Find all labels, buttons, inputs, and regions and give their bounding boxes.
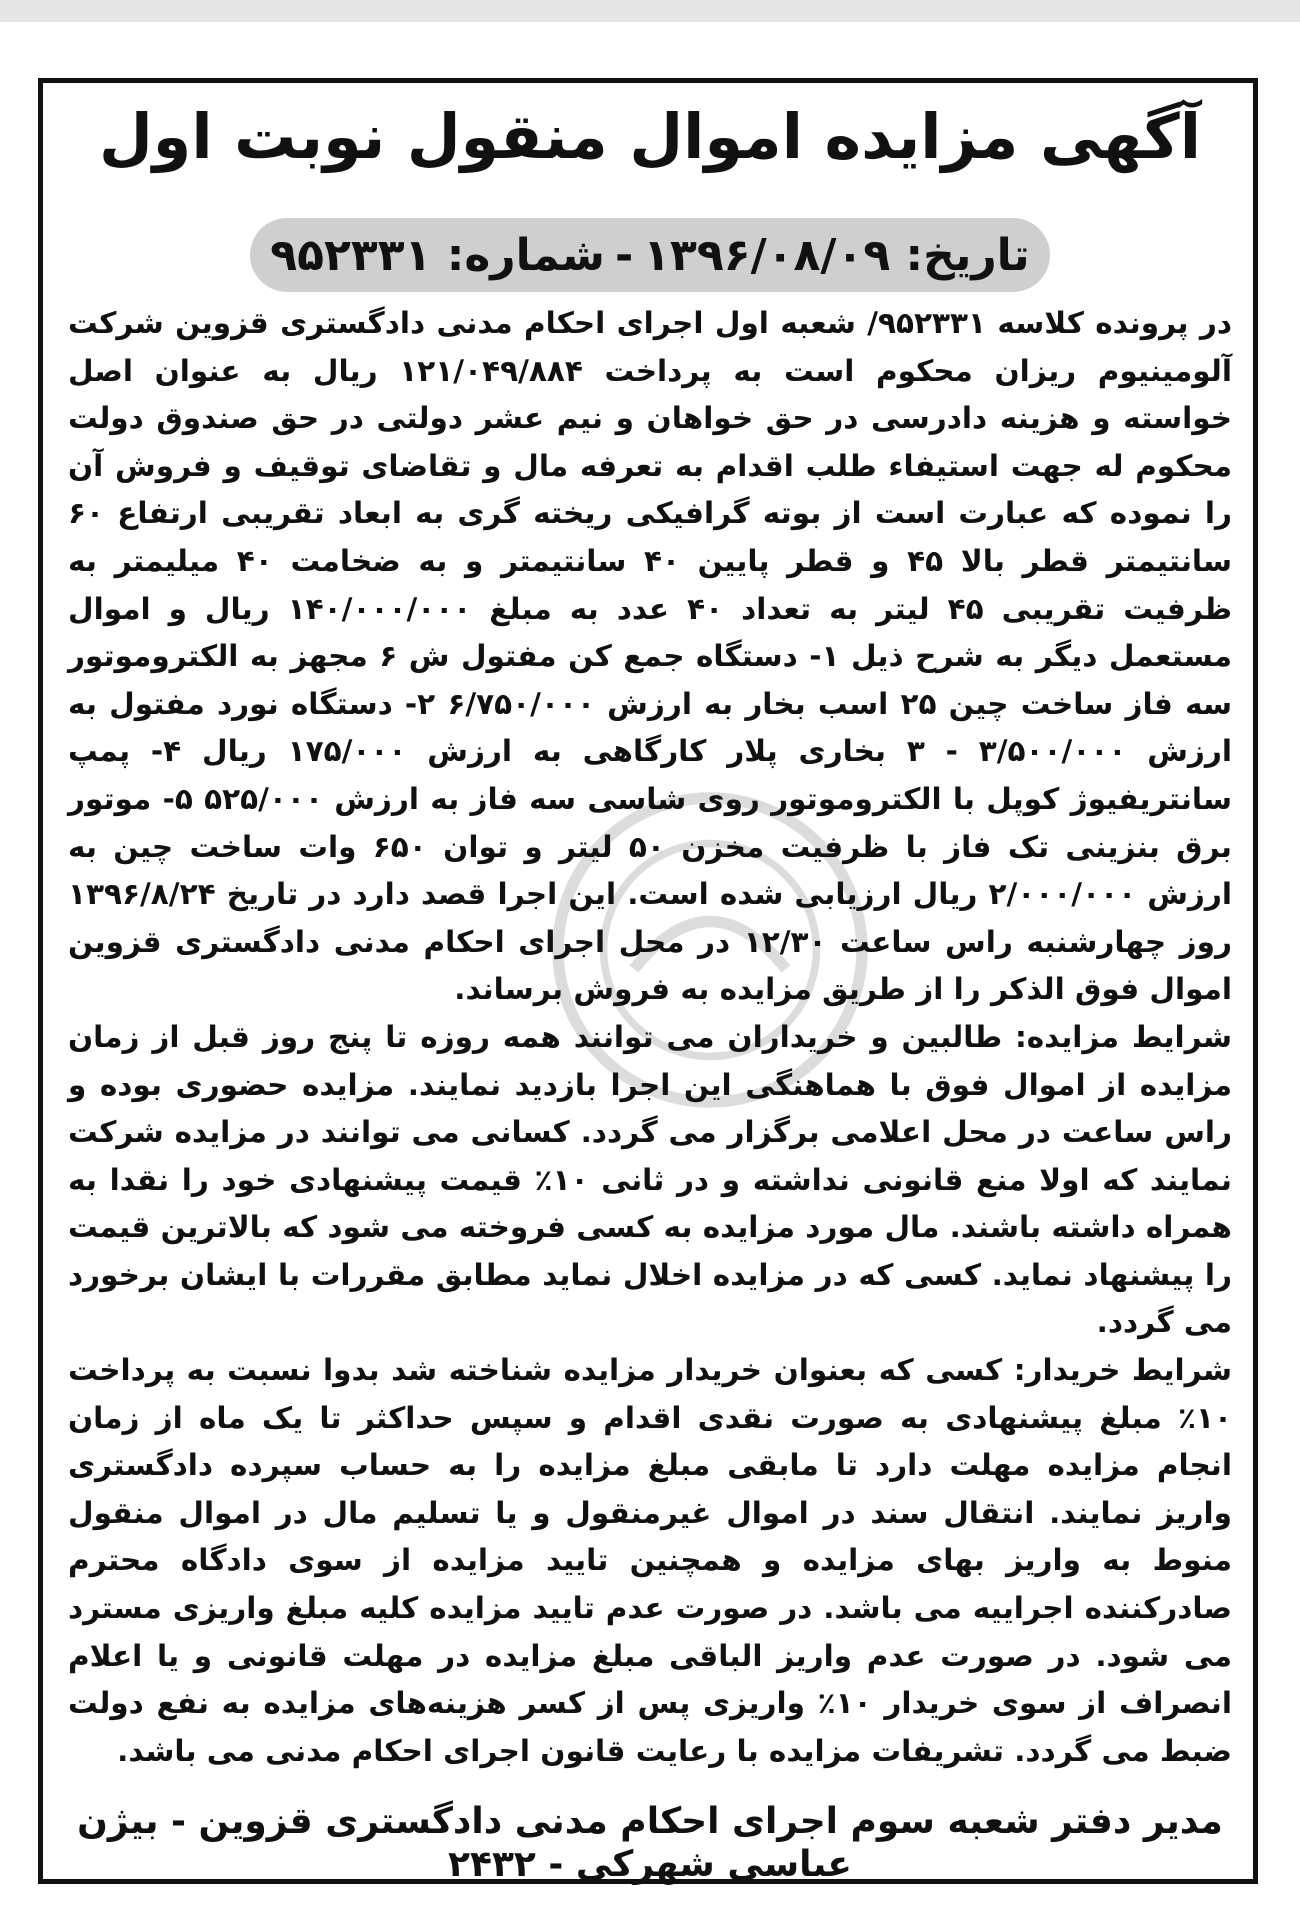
body-paragraph-auction-terms: شرایط مزایده: طالبین و خریداران می توانند همه روزه تا پنج روز قبل از زمان مزایده از اموال فوق با هماهنگی این اجرا بازدید نمایند. مزایده حضوری بوده و راس ساعت در محل اعلامی برگزار می گردد. کسانی می توانند در مزایده شرکت نمایند که اولا منع قانونی نداشته و در ثانی ۱۰٪ قیمت پیشنهادی خود را نقدا به همراه داشته باشند. مال مورد مزایده به کسی فروخته می شود که بالاترین قیمت را پیشنهاد نماید. کسی که در مزایده اخلال نماید مطابق مقررات با ایشان برخورد می گردد. <box>68 1019 1232 1340</box>
number-label: شماره: ۹۵۲۳۳۱ <box>270 229 605 281</box>
date-label: تاریخ: ۱۳۹۶/۰۸/۰۹ <box>643 229 1030 281</box>
body-paragraph-case: در پرونده کلاسه ۹۵۲۳۳۱/ شعبه اول اجرای احکام مدنی دادگستری قزوین شرکت آلومینیوم ریزان محکوم است به پرداخت ۱۲۱/۰۴۹/۸۸۴ ریال به عنوان اصل خواسته و هزینه دادرسی در حق خواهان و نیم عشر دولتی در حق صندوق دولت محکوم له جهت استیفاء طلب اقدام به تعرفه مال و تقاضای توقیف و فروش آن را نموده که عبارت است از بوته گرافیکی ریخته گری به ابعاد تقریبی ارتفاع ۶۰ سانتیمتر قطر بالا ۴۵ و قطر پایین ۴۰ سانتیمتر و به ضخامت ۴۰ میلیمتر به ظرفیت تقریبی ۴۵ لیتر به تعداد ۴۰ عدد به مبلغ ۱۴۰/۰۰۰/۰۰۰ ریال و اموال مستعمل دیگر به شرح ذیل ۱- دستگاه جمع کن مفتول ش ۶ مجهز به الکتروموتور سه فاز ساخت چین ۲۵ اسب بخار به ارزش ۶/۷۵۰/۰۰۰ ۲- دستگاه نورد مفتول به ارزش ۳/۵۰۰/۰۰۰ - ۳ بخاری پلار کارگاهی به ارزش ۱۷۵/۰۰۰ ریال ۴- پمپ سانتریفیوژ کوپل با الکتروموتور روی شاسی سه فاز به ارزش ۵۲۵/۰۰۰ ۵- موتور برق بنزینی تک فاز با ظرفیت مخزن ۵۰ لیتر و توان ۶۵۰ وات ساخت چین به ارزش ۲/۰۰۰/۰۰۰ ریال ارزیابی شده است. این اجرا قصد دارد در تاریخ ۱۳۹۶/۸/۲۴ روز چهارشنبه راس ساعت ۱۲/۳۰ در محل اجرای احکام مدنی دادگستری قزوین اموال فوق الذکر را از طریق مزایده به فروش برساند. <box>68 306 1233 1007</box>
signature-line: مدیر دفتر شعبه سوم اجرای احکام مدنی دادگستری قزوین - بیژن عباسی شهرکی - ۲۴۳۲ <box>77 1801 1223 1886</box>
body-paragraph-buyer-terms: شرایط خریدار: کسی که بعنوان خریدار مزایده شناخته شد بدوا نسبت به پرداخت ۱۰٪ مبلغ پیشنهادی به صورت نقدی اقدام و سپس حداکثر تا یک ماه از زمان انجام مزایده مهلت دارد تا مابقی مبلغ مزایده را به حساب سپرده دادگستری واریز نمایند. انتقال سند در اموال غیرمنقول و یا تسلیم مال در اموال منقول منوط به واریز بهای مزایده و همچنین تایید مزایده از سوی دادگاه محترم صادرکننده اجراییه می باشد. در صورت عدم تایید مزایده کلیه مبلغ واریزی مسترد می شود. در صورت عدم واریز الباقی مبلغ مزایده در مهلت قانونی و یا اعلام انصراف از سوی خریدار ۱۰٪ واریزی پس از کسر هزینه‌های مزایده به نفع دولت ضبط می گردد. تشریفات مزایده با رعایت قانون اجرای احکام مدنی می باشد. <box>68 1353 1232 1768</box>
notice-body <box>68 300 1232 1775</box>
date-number-banner <box>250 218 1050 292</box>
date-separator: - <box>614 229 634 281</box>
top-strip <box>0 0 1300 22</box>
notice-title: آگهی مزایده اموال منقول نوبت اول <box>99 100 1201 173</box>
